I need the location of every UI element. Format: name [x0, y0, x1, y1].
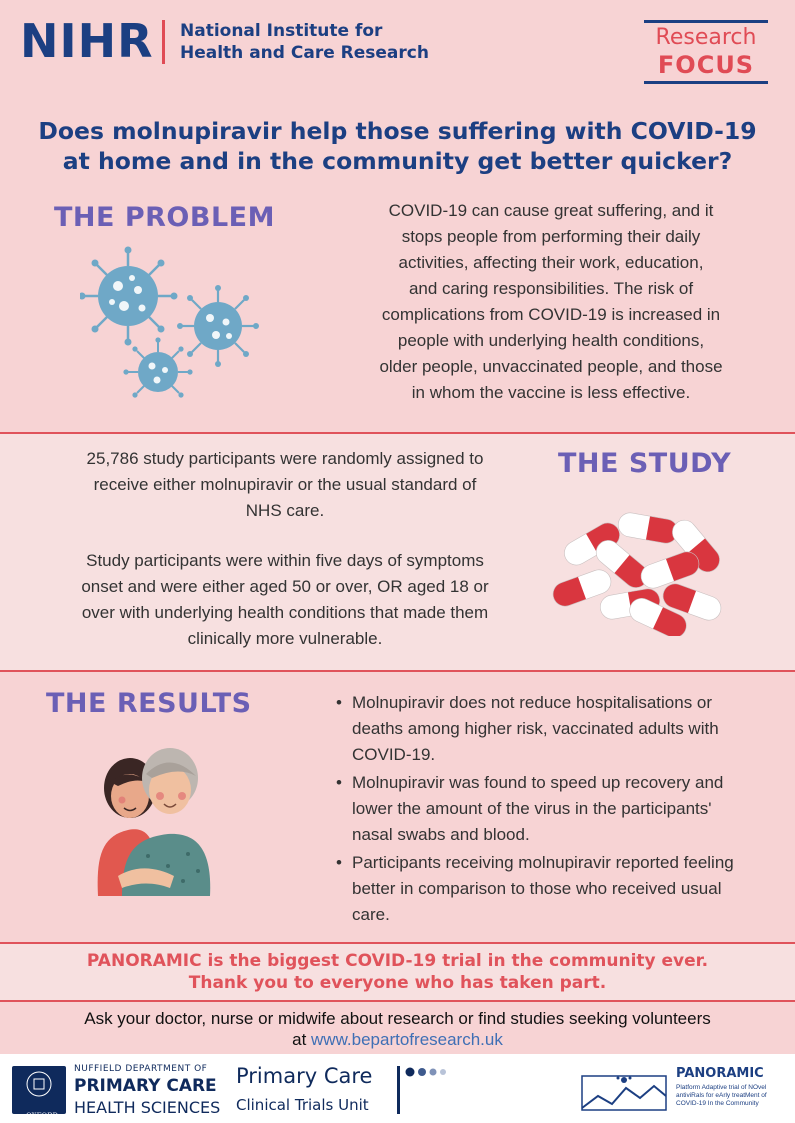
health-sciences-text: HEALTH SCIENCES: [74, 1098, 221, 1117]
study-text-eligibility: Study participants were within five days of symptoms onset and were either aged 50 or over, OR aged 18 or over with underlying health conditions that made them clinically more vulnerable.: [81, 551, 489, 648]
list-item: • Molnupiravir was found to speed up recovery and lower the amount of the virus in the participants' nasal swabs and blood.: [332, 770, 742, 848]
oxford-logo: [12, 1066, 66, 1120]
logo-divider: [162, 20, 165, 64]
org-name: [180, 20, 429, 64]
badge-research: Research: [655, 25, 757, 50]
results-heading: THE RESULTS: [46, 688, 252, 719]
problem-text: COVID-19 can cause great suffering, and it stops people from performing their daily activities, affecting their work, education, and caring responsibilities. The risk of complications from COVID-19 is increased in people with underlying health conditions, older people, unvaccinated people, and those in whom the vaccine is less effective.: [379, 201, 723, 402]
header: [0, 0, 795, 110]
panoramic-text: PANORAMIC is the biggest COVID-19 trial in the community ever. Thank you to everyone who has taken part.: [86, 951, 709, 993]
problem-section: [0, 190, 795, 430]
footer: [0, 1054, 795, 1123]
nihr-logo: NIHR: [20, 14, 154, 68]
research-focus-badge: [644, 20, 768, 88]
pc-ctu-title: Primary Care: [236, 1064, 373, 1088]
badge-focus: FOCUS: [657, 51, 755, 79]
ask-text: Ask your doctor, nurse or midwife about research or find studies seeking volunteers at www.bepartofresearch.uk: [84, 1009, 711, 1049]
pills-illustration: [552, 506, 728, 636]
problem-heading: THE PROBLEM: [54, 202, 275, 233]
nuffield-dept: NUFFIELD DEPARTMENT OF: [74, 1064, 208, 1074]
oxford-seal-text: OXFORD: [26, 1112, 59, 1120]
panoramic-subtitle: Platform Adaptive trial of NOvel antiviRals for eArly treatMent of COVID-19 In the Community: [676, 1084, 767, 1107]
panoramic-banner: [0, 942, 795, 1002]
bepartofresearch-link[interactable]: www.bepartofresearch.uk: [311, 1030, 503, 1049]
org-name-line2: Health and Care Research: [180, 43, 429, 63]
list-item: • Molnupiravir does not reduce hospitalisations or deaths among higher risk, vaccinated adults with COVID-19.: [332, 690, 742, 768]
results-list: [332, 690, 742, 930]
pc-ctu-subtitle: Clinical Trials Unit: [236, 1096, 369, 1114]
virus-illustration: [80, 244, 270, 404]
panoramic-logo-icon: [578, 1068, 670, 1112]
oxford-crest-icon: [12, 1066, 66, 1106]
people-hugging-illustration: [88, 726, 218, 896]
list-item: • Participants receiving molnupiravir reported feeling better in comparison to those who received usual care.: [332, 850, 742, 928]
dots-icon: [404, 1066, 454, 1078]
study-heading: THE STUDY: [558, 448, 732, 479]
org-name-line1: National Institute for: [180, 21, 383, 41]
pc-ctu-divider: [397, 1066, 400, 1114]
results-section: [0, 674, 795, 942]
panoramic-title: PANORAMIC: [676, 1066, 764, 1081]
primary-care-text: PRIMARY CARE: [74, 1076, 217, 1096]
study-section: [0, 432, 795, 672]
page-title: Does molnupiravir help those suffering with COVID-19 at home and in the community get better quicker?: [38, 117, 757, 175]
study-text-participants: 25,786 study participants were randomly assigned to receive either molnupiravir or the usual standard of NHS care.: [86, 449, 484, 520]
